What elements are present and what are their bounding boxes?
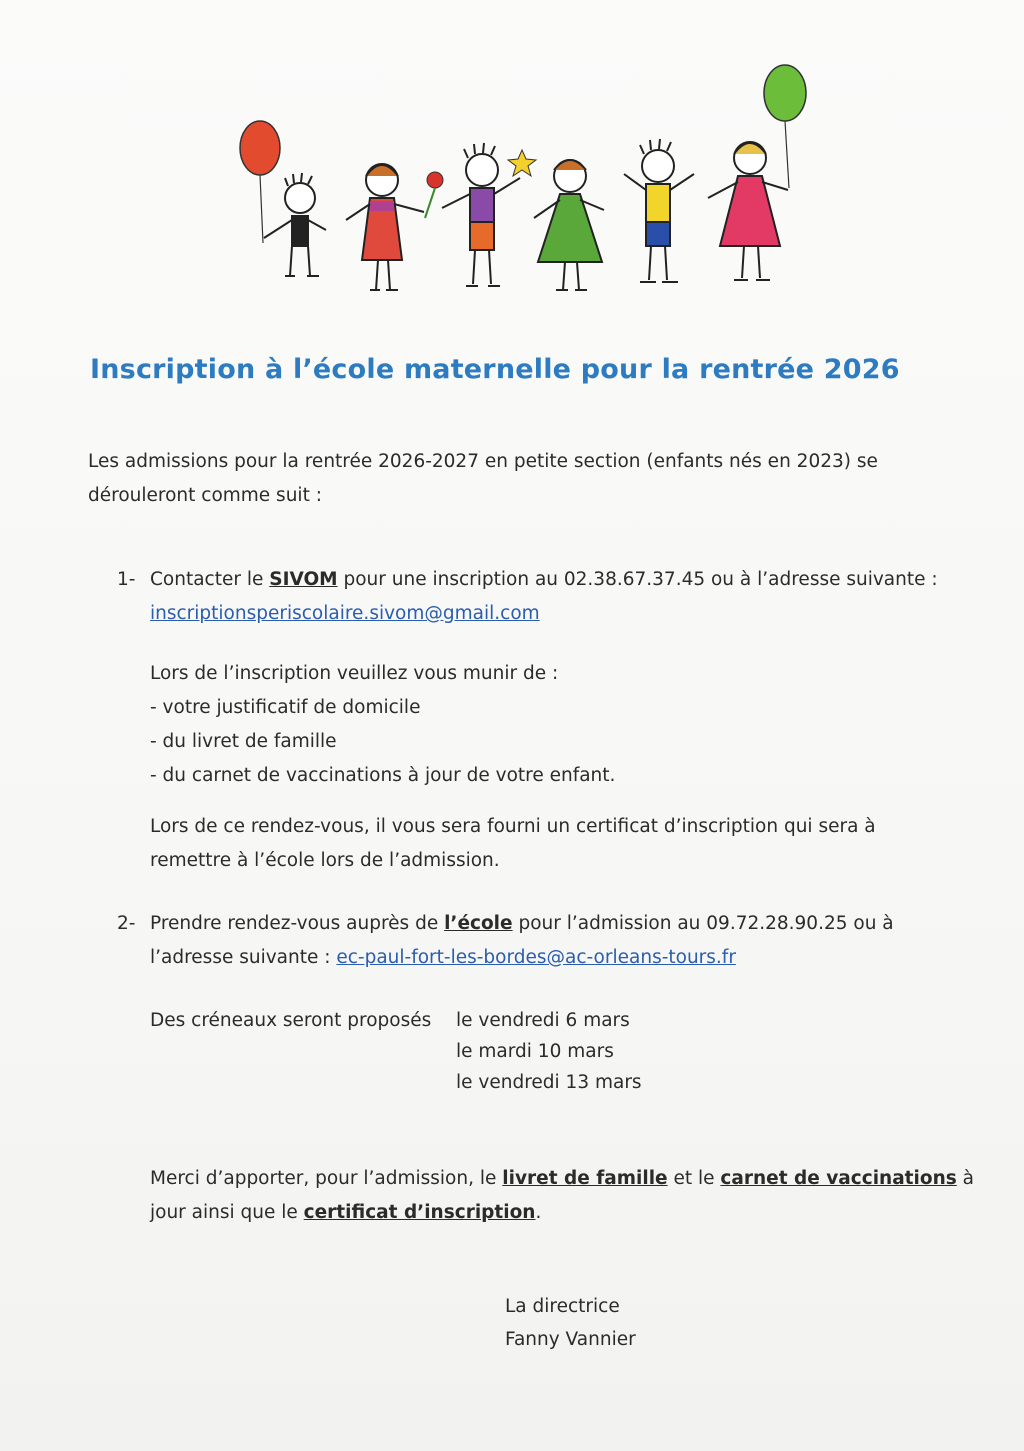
certificate-line-2: remettre à l’école lors de l’admission. [150, 850, 500, 871]
sivom-label: SIVOM [269, 569, 338, 590]
carnet-vaccinations-label: carnet de vaccinations [720, 1168, 957, 1189]
signature-role: La directrice [505, 1296, 620, 1317]
child-1-icon [264, 173, 326, 276]
closing-text: jour ainsi que le [150, 1202, 304, 1223]
children-illustration [230, 58, 830, 308]
slot-date: le mardi 10 mars [456, 1041, 614, 1062]
livret-famille-label: livret de famille [502, 1168, 668, 1189]
green-balloon-icon [764, 65, 806, 188]
step-1-suffix: pour une inscription au 02.38.67.37.45 ou à l’adresse suivante : [337, 569, 938, 590]
step-2-prefix: Prendre rendez-vous auprès de [150, 913, 445, 934]
step-1-number: 1- [117, 569, 136, 590]
slot-date: le vendredi 13 mars [456, 1072, 642, 1093]
step-1-prefix: Contacter le [150, 569, 270, 590]
step-2-line-2-prefix: l’adresse suivante : [150, 947, 337, 968]
signature-block [505, 1290, 636, 1356]
closing-text: Merci d’apporter, pour l’admission, le [150, 1168, 503, 1189]
certificat-inscription-label: certificat d’inscription [303, 1202, 536, 1223]
child-5-icon [624, 139, 694, 282]
signature-name: Fanny Vannier [505, 1329, 636, 1350]
ecole-email-link[interactable]: ec-paul-fort-les-bordes@ac-orleans-tours.fr [336, 947, 736, 968]
closing-text: à [956, 1168, 974, 1189]
step-1-line [150, 563, 990, 597]
closing-paragraph [150, 1162, 990, 1230]
step-2-number: 2- [117, 913, 136, 934]
intro-paragraph [88, 445, 908, 513]
closing-text: . [535, 1202, 542, 1223]
document-item: - du carnet de vaccinations à jour de votre enfant. [150, 765, 616, 786]
child-4-icon [534, 160, 604, 290]
certificate-paragraph [150, 810, 990, 878]
red-balloon-icon [240, 121, 280, 243]
documents-block [150, 657, 990, 793]
star-icon [508, 150, 536, 176]
page-title: Inscription à l’école maternelle pour la rentrée 2026 [90, 354, 900, 385]
intro-line-1: Les admissions pour la rentrée 2026-2027 en petite section (enfants nés en 2023) se [88, 451, 878, 472]
intro-line-2: dérouleront comme suit : [88, 485, 322, 506]
slot-dates-list [456, 1005, 642, 1098]
documents-intro: Lors de l’inscription veuillez vous munir de : [150, 663, 559, 684]
step-1-block [150, 563, 990, 631]
step-2-line-1 [150, 907, 990, 941]
closing-text: et le [667, 1168, 721, 1189]
child-6-icon [708, 142, 788, 280]
certificate-line-1: Lors de ce rendez-vous, il vous sera fourni un certificat d’inscription qui sera à [150, 816, 876, 837]
rose-icon [425, 172, 443, 218]
closing-line-2 [150, 1196, 990, 1230]
ecole-label: l’école [444, 913, 513, 934]
child-2-icon [346, 164, 424, 290]
step-2-line-2 [150, 941, 990, 975]
slot-date: le vendredi 6 mars [456, 1010, 630, 1031]
child-3-icon [442, 143, 520, 286]
slots-label: Des créneaux seront proposés [150, 1010, 432, 1031]
closing-line-1 [150, 1162, 990, 1196]
step-2-block [150, 907, 990, 975]
document-item: - du livret de famille [150, 731, 337, 752]
step-2-suffix: pour l’admission au 09.72.28.90.25 ou à [512, 913, 894, 934]
document-item: - votre justificatif de domicile [150, 697, 421, 718]
sivom-email-link[interactable]: inscriptionsperiscolaire.sivom@gmail.com [150, 603, 540, 624]
